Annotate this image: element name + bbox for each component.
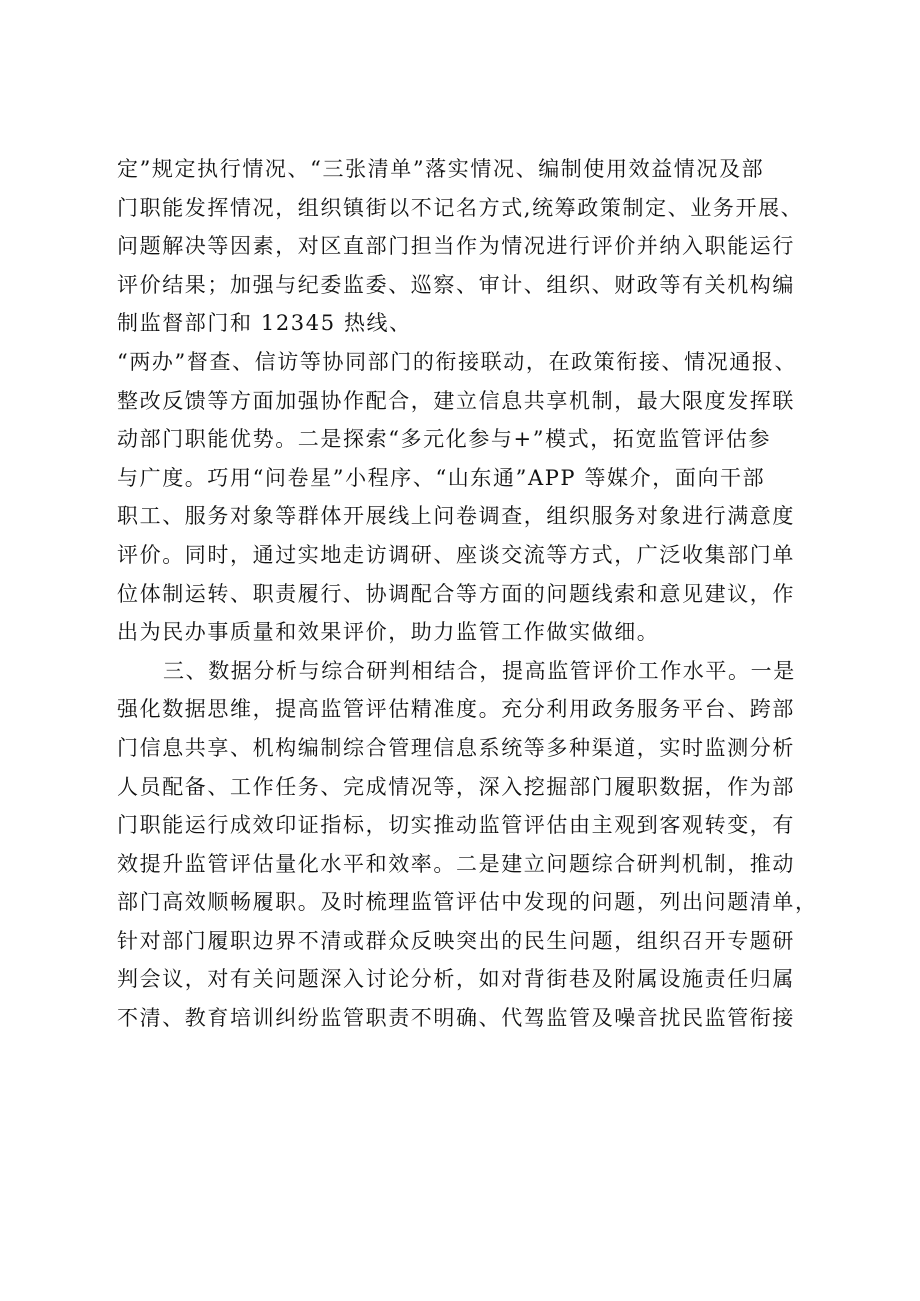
text-line: 与广度。巧用“问卷星”小程序、“山东通”APP 等媒介，面向干部 <box>117 465 766 490</box>
text-line: 整改反馈等方面加强协作配合，建立信息共享机制，最大限度发挥联 <box>117 388 795 413</box>
text-line: 出为民办事质量和效果评价，助力监管工作做实做细。 <box>117 620 660 645</box>
text-line: 制监督部门和 12345 热线、 <box>117 311 412 336</box>
text-line: 强化数据思维，提高监管评估精准度。充分利用政务服务平台、跨部 <box>117 697 795 722</box>
text-line: 定”规定执行情况、“三张清单”落实情况、编制使用效益情况及部 <box>117 157 765 181</box>
text-line: 门职能发挥情况，组织镇街以不记名方式,统筹政策制定、业务开展、 <box>117 195 804 220</box>
text-line: 位体制运转、职责履行、协调配合等方面的问题线索和意见建议，作 <box>117 581 795 606</box>
text-line: 评价。同时，通过实地走访调研、座谈交流等方式，广泛收集部门单 <box>117 542 795 567</box>
text-line: 门职能运行成效印证指标，切实推动监管评估由主观到客观转变，有 <box>117 813 795 838</box>
body-text <box>117 150 817 1038</box>
text-line: 门信息共享、机构编制综合管理信息系统等多种渠道，实时监测分析 <box>117 735 795 760</box>
text-line: 判会议，对有关问题深入讨论分析，如对背街巷及附属设施责任归属 <box>117 967 795 992</box>
text-line: 针对部门履职边界不清或群众反映突出的民生问题，组织召开专题研 <box>117 928 795 953</box>
text-line: 效提升监管评估量化水平和效率。二是建立问题综合研判机制，推动 <box>117 851 795 876</box>
text-line: “两办”督查、信访等协同部门的衔接联动，在政策衔接、情况通报、 <box>117 349 798 374</box>
paragraph-heading-line: 三、数据分析与综合研判相结合，提高监管评价工作水平。一是 <box>163 658 796 683</box>
text-line: 人员配备、工作任务、完成情况等，深入挖掘部门履职数据，作为部 <box>117 774 795 799</box>
text-line: 不清、教育培训纠纷监管职责不明确、代驾监管及噪音扰民监管衔接 <box>117 1006 795 1031</box>
text-line: 职工、服务对象等群体开展线上问卷调查，组织服务对象进行满意度 <box>117 504 795 529</box>
text-line: 问题解决等因素，对区直部门担当作为情况进行评价并纳入职能运行 <box>117 234 795 259</box>
text-line: 评价结果；加强与纪委监委、巡察、审计、组织、财政等有关机构编 <box>117 272 795 297</box>
text-line: 部门高效顺畅履职。及时梳理监管评估中发现的问题，列出问题清单， <box>117 890 818 915</box>
text-line: 动部门职能优势。二是探索“多元化参与+”模式，拓宽监管评估参 <box>117 427 772 452</box>
